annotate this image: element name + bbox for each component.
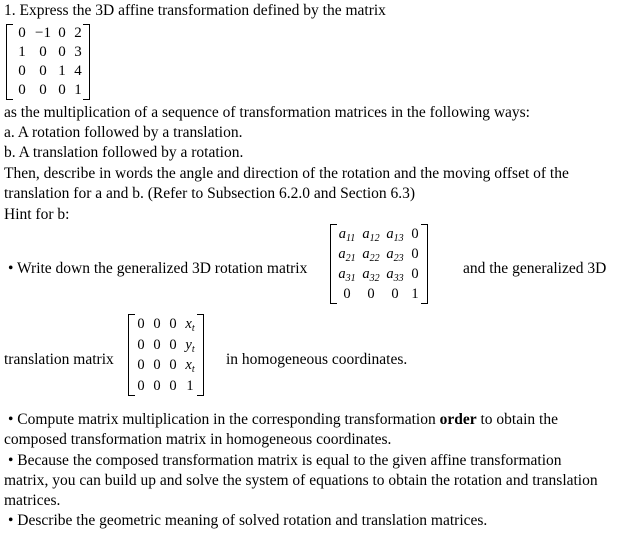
rotation-matrix-cell-symbol: a: [386, 266, 394, 282]
hint-bullet-2-line-2: composed transformation matrix in homogeneous coordinates.: [4, 431, 392, 448]
rotation-matrix-cell-symbol: a: [338, 266, 346, 282]
translation-matrix-cell-symbol: y: [185, 336, 192, 353]
translation-matrix-cell: [181, 355, 199, 376]
translation-matrix-cell-symbol: x: [185, 357, 192, 373]
bullet-2-text: • Compute matrix multiplication in the corresponding transformation: [8, 411, 440, 428]
given-matrix-cell: 1: [58, 63, 66, 79]
rotation-matrix-cell: [383, 244, 407, 264]
translation-matrix-cell: [181, 314, 199, 335]
rotation-matrix-cell: [359, 264, 383, 284]
part-b: b. A translation followed by a rotation.: [4, 144, 244, 161]
translation-matrix-cell: [149, 314, 165, 335]
translation-matrix-cell-symbol: 0: [153, 377, 161, 394]
translation-matrix-cell: [149, 335, 165, 356]
hint-title: Hint for b:: [4, 206, 70, 223]
rotation-matrix-cell-subscript: 12: [369, 233, 380, 244]
hint-bullet-3: • Because the composed transformation matrix is equal to the given affine transformation: [8, 452, 562, 469]
translation-matrix-label: translation matrix: [4, 351, 114, 368]
given-matrix-cell: 1: [18, 44, 26, 60]
rotation-matrix-cell-symbol: a: [338, 226, 346, 242]
translation-matrix-cell: [181, 335, 199, 356]
translation-matrix-cell: [165, 314, 181, 335]
homogeneous-label: in homogeneous coordinates.: [226, 351, 408, 368]
hint-bullet-3-line-3: matrices.: [4, 492, 61, 509]
translation-matrix-cell-symbol: x: [185, 316, 192, 332]
translation-matrix-cell: [149, 376, 165, 397]
rotation-matrix-cell: [407, 284, 423, 304]
given-matrix-cell: 2: [74, 25, 82, 41]
given-matrix-cell: 0: [39, 44, 47, 60]
hint-bullet-2: [8, 410, 558, 430]
rotation-matrix-cell-symbol: 0: [391, 286, 399, 302]
rotation-matrix-cell-symbol: 0: [367, 286, 375, 302]
rotation-matrix-cell-subscript: 23: [393, 253, 404, 264]
given-matrix-cell: 0: [39, 82, 47, 98]
translation-matrix: [128, 314, 204, 396]
given-affine-matrix: [6, 24, 90, 100]
rotation-matrix-cell: [383, 224, 407, 244]
translation-matrix-cell-symbol: 0: [169, 336, 177, 353]
rotation-matrix-cell-symbol: 0: [411, 246, 419, 262]
question-line-2: as the multiplication of a sequence of transformation matrices in the following ways:: [4, 104, 530, 121]
rotation-matrix-cell: [335, 284, 359, 304]
rotation-matrix-cell-symbol: 0: [343, 286, 351, 302]
rotation-matrix-cell: [335, 264, 359, 284]
rotation-matrix-cell: [335, 244, 359, 264]
translation-matrix-cell-symbol: 0: [169, 357, 177, 373]
rotation-matrix-cell-symbol: a: [362, 266, 370, 282]
given-matrix-cell: 0: [58, 44, 66, 60]
rotation-matrix-cell-symbol: a: [362, 246, 370, 262]
translation-matrix-cell-symbol: 0: [169, 316, 177, 332]
bullet-2-text-end: to obtain the: [476, 411, 558, 428]
rotation-matrix-cell-subscript: 32: [369, 273, 380, 284]
translation-matrix-cell-symbol: 0: [153, 357, 161, 373]
rotation-matrix-cell-symbol: 0: [411, 226, 419, 242]
rotation-matrix-cell-subscript: 13: [393, 233, 404, 244]
translation-matrix-cell: [165, 355, 181, 376]
question-line-4: translation for a and b. (Refer to Subsection 6.2.0 and Section 6.3): [4, 185, 416, 202]
rotation-matrix-cell: [359, 244, 383, 264]
translation-matrix-cell: [133, 355, 149, 376]
translation-matrix-cell-symbol: 0: [137, 357, 145, 373]
translation-matrix-cell: [133, 376, 149, 397]
translation-matrix-cell: [133, 314, 149, 335]
part-a: a. A rotation followed by a translation.: [4, 124, 243, 141]
rotation-matrix-cell-symbol: 1: [411, 286, 419, 302]
rotation-matrix-cell-symbol: a: [386, 226, 394, 242]
rotation-matrix-cell-symbol: 0: [411, 266, 419, 282]
rotation-matrix: [330, 224, 428, 304]
given-matrix-cell: 3: [74, 44, 82, 60]
given-matrix-cell: 4: [74, 63, 82, 79]
question-line-3: Then, describe in words the angle and direction of the rotation and the moving offset of the: [4, 165, 569, 182]
translation-matrix-cell-symbol: 0: [137, 377, 145, 394]
rotation-matrix-cell: [383, 264, 407, 284]
hint-bullet-4: • Describe the geometric meaning of solved rotation and translation matrices.: [8, 512, 488, 529]
rotation-matrix-cell: [407, 224, 423, 244]
translation-matrix-cell-symbol: 0: [137, 336, 145, 353]
given-matrix-cell: −1: [35, 25, 51, 41]
translation-matrix-cell-symbol: 0: [137, 316, 145, 332]
rotation-matrix-cell-subscript: 11: [345, 233, 356, 244]
given-matrix-cell: 0: [39, 63, 47, 79]
translation-matrix-cell: [165, 376, 181, 397]
given-matrix-cell: 0: [58, 25, 66, 41]
given-matrix-cell: 1: [74, 82, 82, 98]
hint-bullet-3-line-2: matrix, you can build up and solve the system of equations to obtain the rotation and translation: [4, 472, 598, 489]
translation-matrix-cell-subscript: t: [191, 364, 195, 375]
rotation-matrix-cell: [407, 244, 423, 264]
translation-matrix-cell-subscript: t: [191, 323, 195, 334]
bullet-2-bold: order: [439, 411, 477, 428]
rotation-matrix-cell-subscript: 21: [345, 253, 356, 264]
hint-bullet-1-text: • Write down the generalized 3D rotation matrix: [8, 260, 308, 277]
rotation-matrix-cell-subscript: 22: [369, 253, 380, 264]
rotation-matrix-cell: [359, 224, 383, 244]
given-matrix-cell: 0: [18, 25, 26, 41]
translation-matrix-cell: [133, 335, 149, 356]
given-matrix-cell: 0: [18, 63, 26, 79]
rotation-matrix-cell-subscript: 31: [345, 273, 356, 284]
rotation-matrix-cell: [383, 284, 407, 304]
translation-matrix-cell: [149, 355, 165, 376]
translation-matrix-cell-symbol: 1: [186, 377, 194, 394]
rotation-matrix-cell: [335, 224, 359, 244]
translation-matrix-cell-symbol: 0: [153, 336, 161, 353]
translation-matrix-cell: [165, 335, 181, 356]
given-matrix-cell: 0: [58, 82, 66, 98]
rotation-matrix-cell-subscript: 33: [393, 273, 404, 284]
rotation-matrix-cell-symbol: a: [386, 246, 394, 262]
hint-bullet-1-continuation: and the generalized 3D: [463, 260, 607, 277]
question-line-1: 1. Express the 3D affine transformation defined by the matrix: [4, 2, 386, 19]
translation-matrix-cell: [181, 376, 199, 397]
rotation-matrix-cell: [407, 264, 423, 284]
translation-matrix-cell-symbol: 0: [169, 377, 177, 394]
rotation-matrix-cell-symbol: a: [362, 226, 370, 242]
rotation-matrix-cell: [359, 284, 383, 304]
translation-matrix-cell-subscript: t: [191, 343, 195, 355]
translation-matrix-cell-symbol: 0: [153, 316, 161, 332]
rotation-matrix-cell-symbol: a: [338, 246, 346, 262]
given-matrix-cell: 0: [18, 82, 26, 98]
